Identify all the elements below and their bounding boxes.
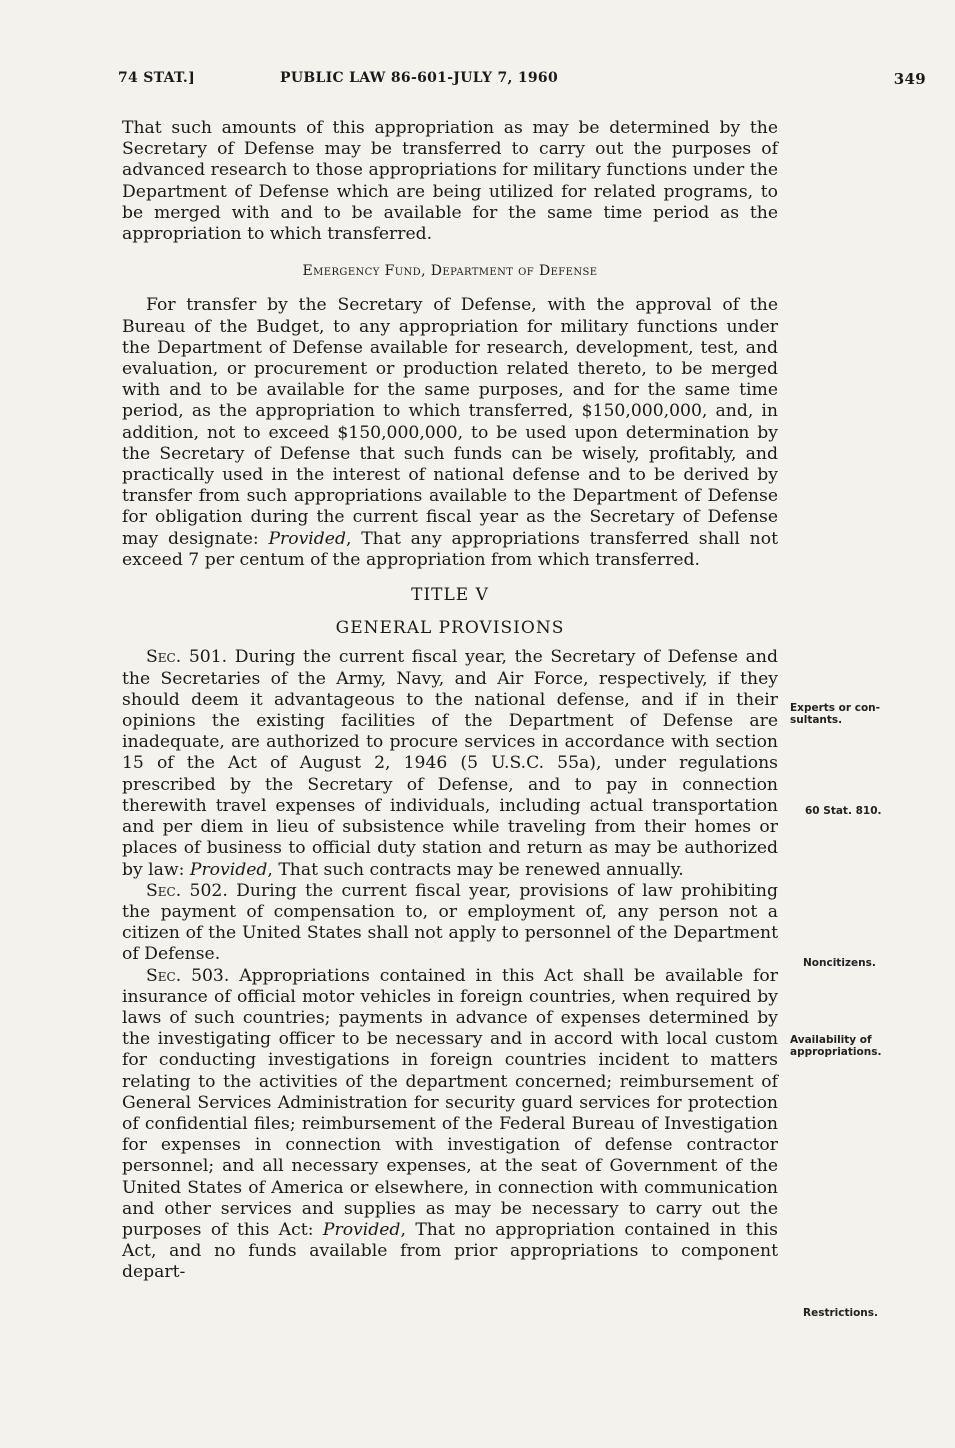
page-number: 349 <box>893 70 926 88</box>
provided-italic: Provided <box>268 528 346 549</box>
paragraph-emergency-fund <box>122 295 778 571</box>
emergency-fund-text-b: , That any appropriations transferred shall not exceed 7 per centum of the appropriation from which transferred. <box>122 528 778 570</box>
section-503-text-a: Appropriations contained in this Act shall be available for insurance of official motor vehicles in foreign countries, when required by laws of such countries; payments in advance of expenses determined by the investigating officer to be necessary and in accord with local custom for conducting investigations in foreign countries incident to matters relating to the activities of the department concerned; reimbursement of General Services Administration for security guard services for protection of confidential files; reimbursement of the Federal Bureau of Investigation for expenses in connection with investigation of defense contractor personnel; and all necessary expenses, at the seat of Government of the United States of America or elsewhere, in connection with communication and other services and supplies as may be necessary to carry out the purposes of this Act: <box>122 965 778 1240</box>
title-v-heading: TITLE V <box>411 585 489 606</box>
general-provisions-heading: GENERAL PROVISIONS <box>335 618 565 639</box>
section-503-text-b: , That no appropriation contained in this Act, and no funds available from prior appropriations to component depart- <box>122 1219 778 1283</box>
main-text <box>122 118 778 1284</box>
margin-note-stat-ref: 60 Stat. 810. <box>805 805 882 817</box>
provided-italic: Provided <box>189 859 268 880</box>
section-501-text-b: , That such contracts may be renewed annually. <box>267 859 684 880</box>
section-503 <box>122 966 778 1284</box>
section-502-text: During the current fiscal year, provisions of law prohibiting the payment of compensation to, or employment of, any person not a citizen of the United States shall not apply to personnel of the Department of Defense. <box>122 880 778 965</box>
paragraph-advanced-research: That such amounts of this appropriation as may be determined by the Secretary of Defense may be transferred to carry out the purposes of advanced research to those appropriations for military functions under the Department of Defense which are being utilized for related programs, to be merged with and to be available for the same time period as the appropriation to which transferred. <box>122 118 778 245</box>
section-501 <box>122 647 778 880</box>
section-501-label: Sec. 501. <box>146 647 228 668</box>
margin-note-restrictions: Restrictions. <box>803 1307 879 1319</box>
margin-note-availability: Availability of appropriations. <box>790 1034 882 1058</box>
law-title: PUBLIC LAW 86-601-JULY 7, 1960 <box>280 70 559 86</box>
section-502 <box>122 881 778 966</box>
margin-note-experts: Experts or con-sultants. <box>790 702 881 726</box>
section-503-label: Sec. 503. <box>146 965 230 986</box>
provided-italic: Provided <box>322 1219 401 1240</box>
margin-note-noncitizens: Noncitizens. <box>803 957 876 969</box>
emergency-fund-text-a: For transfer by the Secretary of Defense, with the approval of the Bureau of the Budget, to any appropriation for military functions under the Department of Defense available for research, development, test, and evaluation, or procurement or production related thereto, to be merged with and to be available for the same purposes, and for the same time period, as the appropriation to which transferred, $150,000,000, and, in addition, not to exceed $150,000,000, to be used upon determination by the Secretary of Defense that such funds can be wisely, profitably, and practically used in the interest of national defense and to be derived by transfer from such appropriations available to the Department of Defense for obligation during the current fiscal year as the Secretary of Defense may designate: <box>122 295 778 549</box>
volume-reference: 74 STAT.] <box>118 70 196 86</box>
page-header <box>118 70 926 94</box>
section-502-label: Sec. 502. <box>146 880 228 901</box>
emergency-fund-heading: Emergency Fund, Department of Defense <box>302 263 598 280</box>
section-501-text-a: During the current fiscal year, the Secretary of Defense and the Secretaries of the Army, Navy, and Air Force, respectively, if they should deem it advantageous to the national defense, and if in their opinions the existing facilities of the Department of Defense are inadequate, are authorized to procure services in accordance with section 15 of the Act of August 2, 1946 (5 U.S.C. 55a), under regulations prescribed by the Secretary of Defense, and to pay in connection therewith travel expenses of individuals, including actual transportation and per diem in lieu of subsistence while traveling from their homes or places of business to official duty station and return as may be authorized by law: <box>122 647 778 880</box>
